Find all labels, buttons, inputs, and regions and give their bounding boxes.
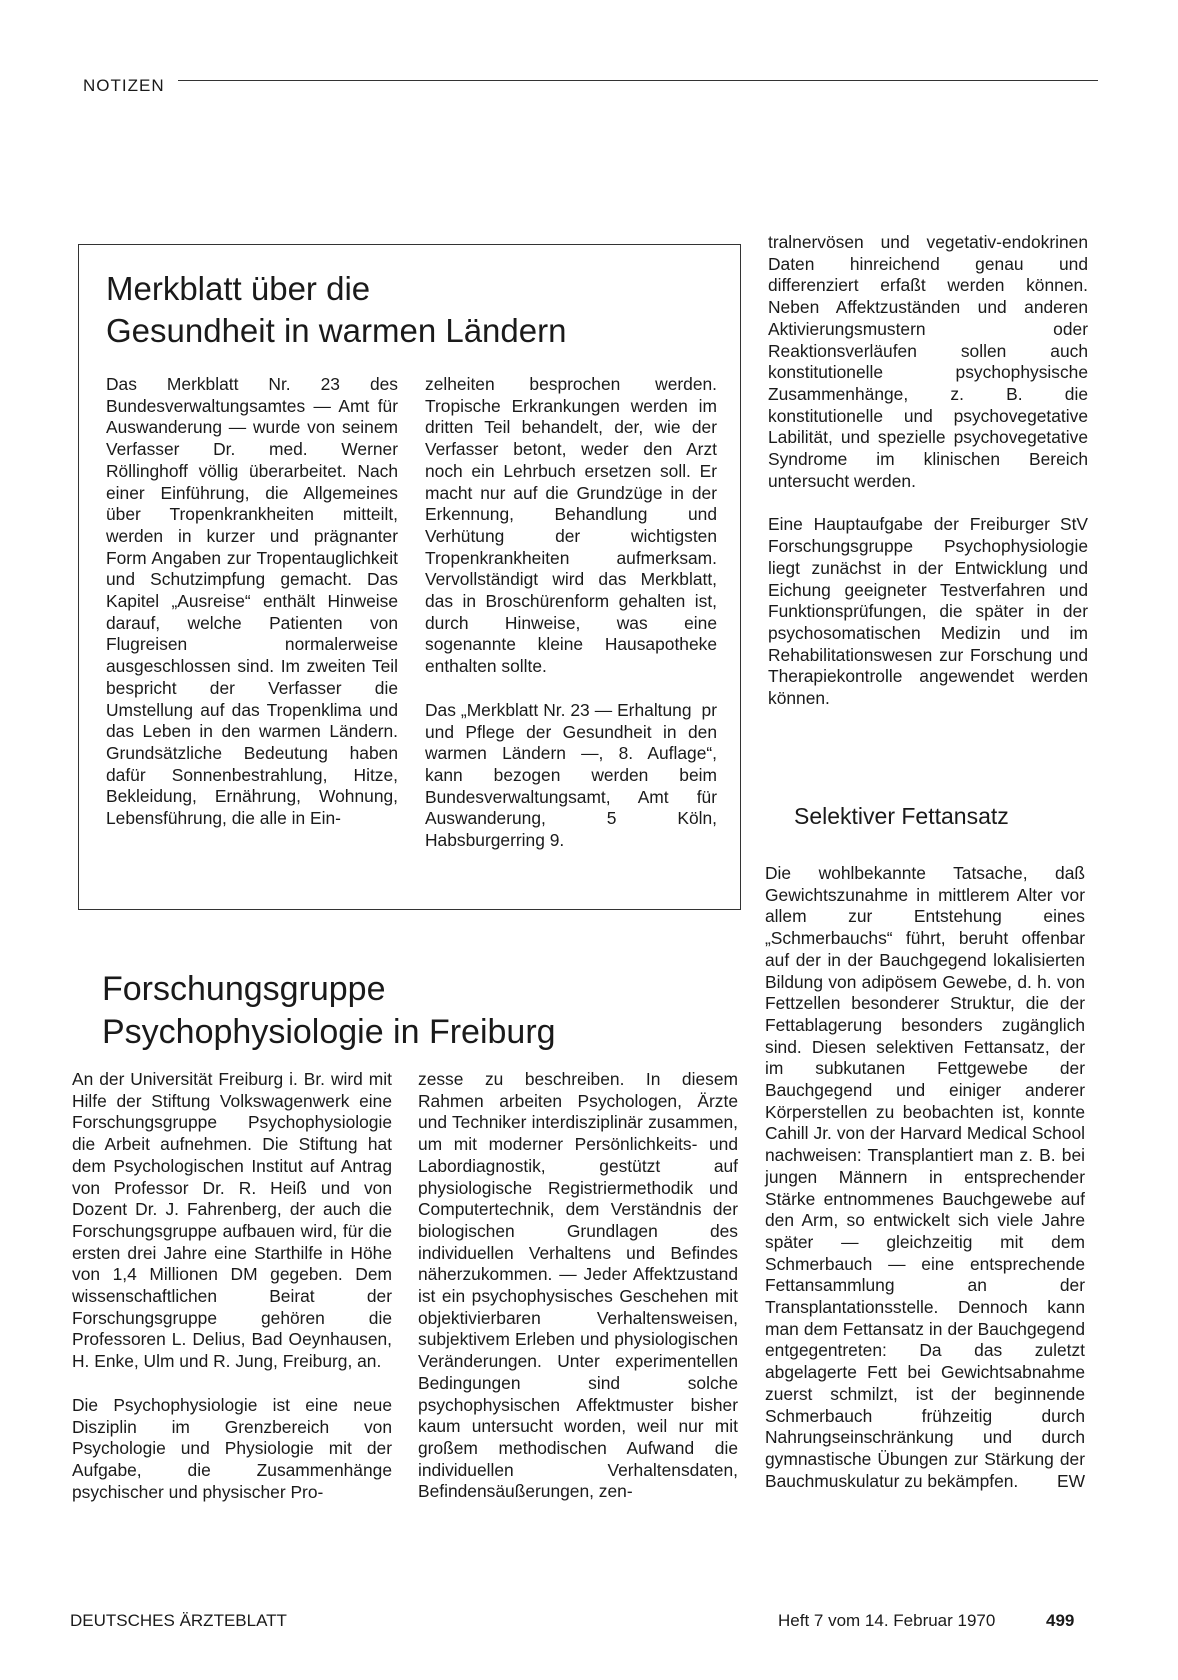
footer-journal: DEUTSCHES ÄRZTEBLATT	[70, 1611, 287, 1630]
article1-paragraph	[425, 700, 717, 852]
article2-paragraph: tralnervösen und vegetativ-endokrinen Daten hinreichend genau und differenziert erfaßt werden können. Neben Affektzuständen und anderen Aktivierungsmustern oder Reaktionsverläufen sollen auch konstitutionelle psychophysische Zusammenhänge, z. B. die konstitutionelle und psychovegetative Labilität, und spezielle psychovegetative Syndrome im klinischen Bereich untersucht werden.	[768, 232, 1088, 491]
article2-paragraph: zesse zu beschreiben. In diesem Rahmen arbeiten Psychologen, Ärzte und Techniker interdisziplinär zusammen, um mit moderner Persönlichkeits- und Labordiagnostik, gestützt auf physiologische Registriermethodik und Computertechnik, dem Verständnis der biologischen Grundlagen des individuellen Verhaltens und Befindes näherzukommen. — Jeder Affektzustand ist ein psychophysisches Geschehen mit objektivierbaren Verhaltensweisen, subjektivem Erleben und physiologischen Veränderungen. Unter experimentellen Bedingungen sind solche psychophysischen Affektmuster bisher kaum untersucht worden, weil nur mit großem methodischen Aufwand die individuellen Verhaltensdaten, Befindensäußerungen, zen-	[418, 1069, 738, 1502]
article2-title-line1: Forschungsgruppe	[102, 970, 386, 1008]
article3-column	[765, 863, 1085, 1492]
article2-column-3	[768, 232, 1088, 710]
article1-signature: pr	[701, 699, 717, 720]
header-rule	[178, 80, 1098, 81]
page-number: 499	[1046, 1611, 1075, 1630]
article1-paragraph-text: Das „Merkblatt Nr. 23 — Erhaltung und Pflege der Gesundheit in den warmen Ländern —, 8. Auflage“, kann bezogen werden beim Bundesverwaltungsamt, Amt für Auswanderung, 5 Köln, Habsburgerring 9.	[425, 699, 717, 851]
article1-title-line1: Merkblatt über die	[106, 270, 371, 307]
article2-title-line2: Psychophysiologie in Freiburg	[102, 1013, 556, 1051]
article1-paragraph: zelheiten besprochen werden. Tropische Erkrankungen werden im dritten Teil behandelt, der, wie der Verfasser betont, weder den Arzt noch ein Lehrbuch ersetzen soll. Er macht nur auf die Grundzüge in der Erkennung, Behandlung und Verhütung der wichtigsten Tropenkrankheiten aufmerksam. Vervollständigt wird das Merkblatt, das in Broschürenform gehalten ist, durch Hinweise, was eine sogenannte kleine Hausapotheke enthalten sollte.	[425, 374, 717, 677]
article1-title	[106, 268, 566, 352]
article2-paragraph	[768, 514, 1088, 709]
article1-column-1	[106, 374, 398, 830]
article2-paragraph-text: Eine Hauptaufgabe der Freiburger Forschungsgruppe Psychophysiologie liegt zunächst in der Entwicklung und Eichung geeigneter Testverfahren und Funktionsprüfungen, die später in der psychosomatischen Medizin und im Rehabilitationswesen zur Forschung und Therapiekontrolle angewendet werden können.	[768, 514, 1088, 709]
article1-paragraph: Das Merkblatt Nr. 23 des Bundesverwaltungsamtes — Amt für Auswanderung — wurde von seinem Verfasser Dr. med. Werner Röllinghoff völlig überarbeitet. Nach einer Einführung, die Allgemeines über Tropenkrankheiten mitteilt, werden in kurzer und prägnanter Form Angaben zur Tropentauglichkeit und Schutzimpfung gemacht. Das Kapitel „Ausreise“ enthält Hinweise darauf, welche Patienten von Flugreisen normalerweise ausgeschlossen sind. Im zweiten Teil bespricht der Verfasser die Umstellung auf das Tropenklima und das Leben in den warmen Ländern. Grundsätzliche Bedeutung haben dafür Sonnenbestrahlung, Hitze, Bekleidung, Ernährung, Wohnung, Lebensführung, die alle in Ein-	[106, 374, 398, 829]
footer-issue: Heft 7 vom 14. Februar 1970	[778, 1611, 996, 1630]
article2-signature: StV	[1059, 514, 1088, 535]
article2-paragraph: Die Psychophysiologie ist eine neue Disziplin im Grenzbereich von Psychologie und Physiologie mit der Aufgabe, die Zusammenhänge psychischer und physischer Pro-	[72, 1394, 392, 1502]
article3-title: Selektiver Fettansatz	[794, 803, 1009, 829]
article2-title	[102, 968, 556, 1054]
article2-paragraph: An der Universität Freiburg i. Br. wird mit Hilfe der Stiftung Volkswagenwerk eine Forschungsgruppe Psychophysiologie die Arbeit aufnehmen. Die Stiftung hat dem Psychologischen Institut auf Antrag von Professor Dr. R. Heiß und von Dozent Dr. J. Fahrenberg, der auch die Forschungsgruppe aufbauen wird, für die ersten drei Jahre eine Starthilfe in Höhe von 1,4 Millionen DM gegeben. Dem wissenschaftlichen Beirat der Forschungsgruppe gehören die Professoren L. Delius, Bad Oeynhausen, H. Enke, Ulm und R. Jung, Freiburg, an.	[72, 1069, 392, 1372]
article3-signature: EW	[1056, 1470, 1085, 1491]
article3-paragraph	[765, 863, 1085, 1492]
article2-column-2	[418, 1069, 738, 1503]
article3-paragraph-text: Die wohlbekannte Tatsache, daß Gewichtszunahme in mittlerem Alter vor allem zur Entstehung eines „Schmerbauchs“ führt, beruht offenbar auf der in der Bauchgegend lokalisierten Bildung von adipösem Gewebe, d. h. von Fettzellen besonderer Struktur, die der Fettablagerung besonders zugänglich sind. Diesen selektiven Fettansatz, der im subkutanen Fettgewebe der Bauchgegend und einiger anderer Körperstellen zu beobachten ist, konnte Cahill Jr. von der Harvard Medical School nachweisen: Transplantiert man z. B. bei jungen Männern in entsprechender Stärke entnommenes Bauchgewebe auf den Arm, so entwickelt sich viele Jahre später — gleichzeitig mit dem Schmerbauch — eine entsprechende Fettansammlung an der Transplantationsstelle. Dennoch kann man dem Fettansatz in der Bauchgegend entgegentreten: Da das zuletzt abgelagerte Fett bei Gewichtsabnahme zuerst schmilzt, ist der beginnende Schmerbauch frühzeitig durch Nahrungseinschränkung und durch gymnastische Übungen zur Stärkung der Bauchmuskulatur zu bekämpfen.	[765, 863, 1085, 1491]
article2-column-1	[72, 1069, 392, 1503]
article1-column-2	[425, 374, 717, 852]
section-label: NOTIZEN	[83, 76, 165, 95]
article1-title-line2: Gesundheit in warmen Ländern	[106, 312, 567, 349]
